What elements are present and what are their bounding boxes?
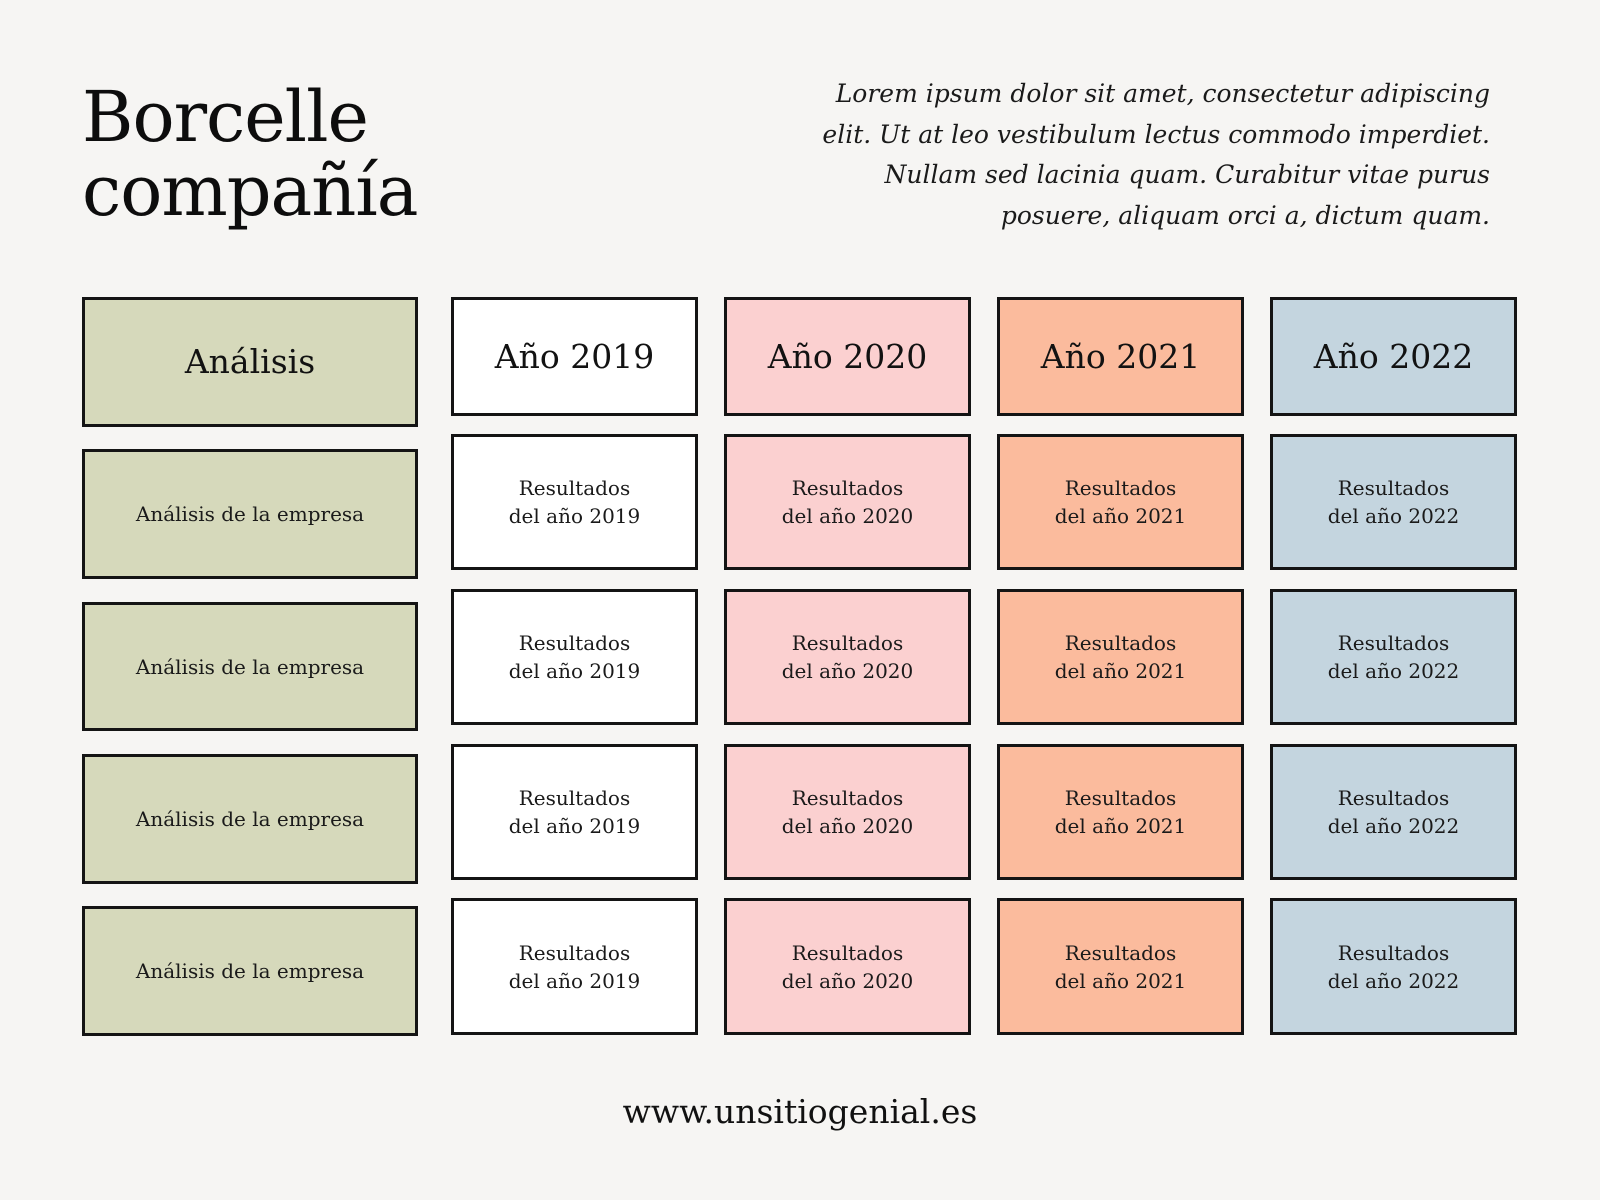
header-year-2020 bbox=[724, 297, 971, 416]
result-2022-row-3-line-1: Resultados bbox=[1337, 786, 1450, 810]
result-2022-row-2 bbox=[1270, 589, 1517, 725]
result-2021-row-3-line-2: del año 2021 bbox=[1054, 814, 1187, 838]
result-2022-row-4 bbox=[1270, 898, 1517, 1035]
result-2019-row-4 bbox=[451, 898, 698, 1035]
row-label-4 bbox=[82, 906, 418, 1036]
result-2022-row-1-line-2: del año 2022 bbox=[1327, 504, 1460, 528]
row-label-3-text: Análisis de la empresa bbox=[135, 807, 365, 831]
result-2022-row-1 bbox=[1270, 434, 1517, 570]
result-2019-row-3-line-1: Resultados bbox=[518, 786, 631, 810]
intro-paragraph: Lorem ipsum dolor sit amet, consectetur adipiscing elit. Ut at leo vestibulum lectus commodo imperdiet. Nullam sed lacinia quam. Curabitur vitae purus posuere, aliquam orci a, dictum quam. bbox=[822, 79, 1490, 230]
title-line-2: compañía bbox=[82, 150, 418, 232]
row-label-4-text: Análisis de la empresa bbox=[135, 959, 365, 983]
result-2022-row-4-line-2: del año 2022 bbox=[1327, 968, 1460, 993]
result-2019-row-1-line-1: Resultados bbox=[518, 476, 631, 500]
result-2019-row-4-line-2: del año 2019 bbox=[508, 968, 641, 993]
result-2019-row-1 bbox=[451, 434, 698, 570]
result-2022-row-1-line-1: Resultados bbox=[1337, 476, 1450, 500]
header-year-2019-label: Año 2019 bbox=[494, 336, 655, 376]
result-2021-row-2-line-2: del año 2021 bbox=[1054, 659, 1187, 683]
header-year-2021-label: Año 2021 bbox=[1040, 336, 1201, 376]
row-label-1-text: Análisis de la empresa bbox=[135, 502, 365, 526]
header-year-2022 bbox=[1270, 297, 1517, 416]
result-2020-row-2-line-1: Resultados bbox=[791, 631, 904, 655]
page-title bbox=[82, 76, 418, 232]
result-2020-row-3 bbox=[724, 744, 971, 880]
result-2022-row-3 bbox=[1270, 744, 1517, 880]
result-2019-row-3-line-2: del año 2019 bbox=[508, 814, 641, 838]
row-label-2 bbox=[82, 602, 418, 731]
result-2019-row-2-line-2: del año 2019 bbox=[508, 659, 641, 683]
header-year-2020-label: Año 2020 bbox=[767, 336, 928, 376]
header-year-2019 bbox=[451, 297, 698, 416]
result-2019-row-2 bbox=[451, 589, 698, 725]
result-2020-row-4 bbox=[724, 898, 971, 1035]
result-2020-row-3-line-1: Resultados bbox=[791, 786, 904, 810]
header-analysis-label: Análisis bbox=[184, 342, 316, 381]
website-url[interactable]: www.unsitiogenial.es bbox=[622, 1092, 978, 1131]
result-2021-row-4 bbox=[997, 898, 1244, 1035]
result-2020-row-4-line-1: Resultados bbox=[791, 940, 904, 965]
result-2020-row-2-line-2: del año 2020 bbox=[781, 659, 914, 683]
row-label-1 bbox=[82, 449, 418, 579]
result-2021-row-2-line-1: Resultados bbox=[1064, 631, 1177, 655]
header-analysis bbox=[82, 297, 418, 427]
result-2021-row-4-line-2: del año 2021 bbox=[1054, 968, 1187, 993]
result-2021-row-1 bbox=[997, 434, 1244, 570]
result-2019-row-4-line-1: Resultados bbox=[518, 940, 631, 965]
result-2021-row-2 bbox=[997, 589, 1244, 725]
header-year-2022-label: Año 2022 bbox=[1313, 336, 1474, 376]
result-2021-row-4-line-1: Resultados bbox=[1064, 940, 1177, 965]
result-2021-row-3 bbox=[997, 744, 1244, 880]
row-label-3 bbox=[82, 754, 418, 884]
result-2019-row-1-line-2: del año 2019 bbox=[508, 504, 641, 528]
result-2021-row-3-line-1: Resultados bbox=[1064, 786, 1177, 810]
result-2020-row-4-line-2: del año 2020 bbox=[781, 968, 914, 993]
result-2021-row-1-line-2: del año 2021 bbox=[1054, 504, 1187, 528]
result-2020-row-3-line-2: del año 2020 bbox=[781, 814, 914, 838]
title-line-1: Borcelle bbox=[82, 76, 368, 158]
result-2022-row-4-line-1: Resultados bbox=[1337, 940, 1450, 965]
row-label-2-text: Análisis de la empresa bbox=[135, 654, 365, 679]
result-2020-row-1-line-2: del año 2020 bbox=[781, 504, 914, 528]
header-year-2021 bbox=[997, 297, 1244, 416]
result-2022-row-2-line-1: Resultados bbox=[1337, 631, 1450, 655]
result-2020-row-1-line-1: Resultados bbox=[791, 476, 904, 500]
result-2019-row-2-line-1: Resultados bbox=[518, 631, 631, 655]
result-2019-row-3 bbox=[451, 744, 698, 880]
result-2020-row-2 bbox=[724, 589, 971, 725]
result-2022-row-2-line-2: del año 2022 bbox=[1327, 659, 1460, 683]
result-2022-row-3-line-2: del año 2022 bbox=[1327, 814, 1460, 838]
result-2021-row-1-line-1: Resultados bbox=[1064, 476, 1177, 500]
result-2020-row-1 bbox=[724, 434, 971, 570]
